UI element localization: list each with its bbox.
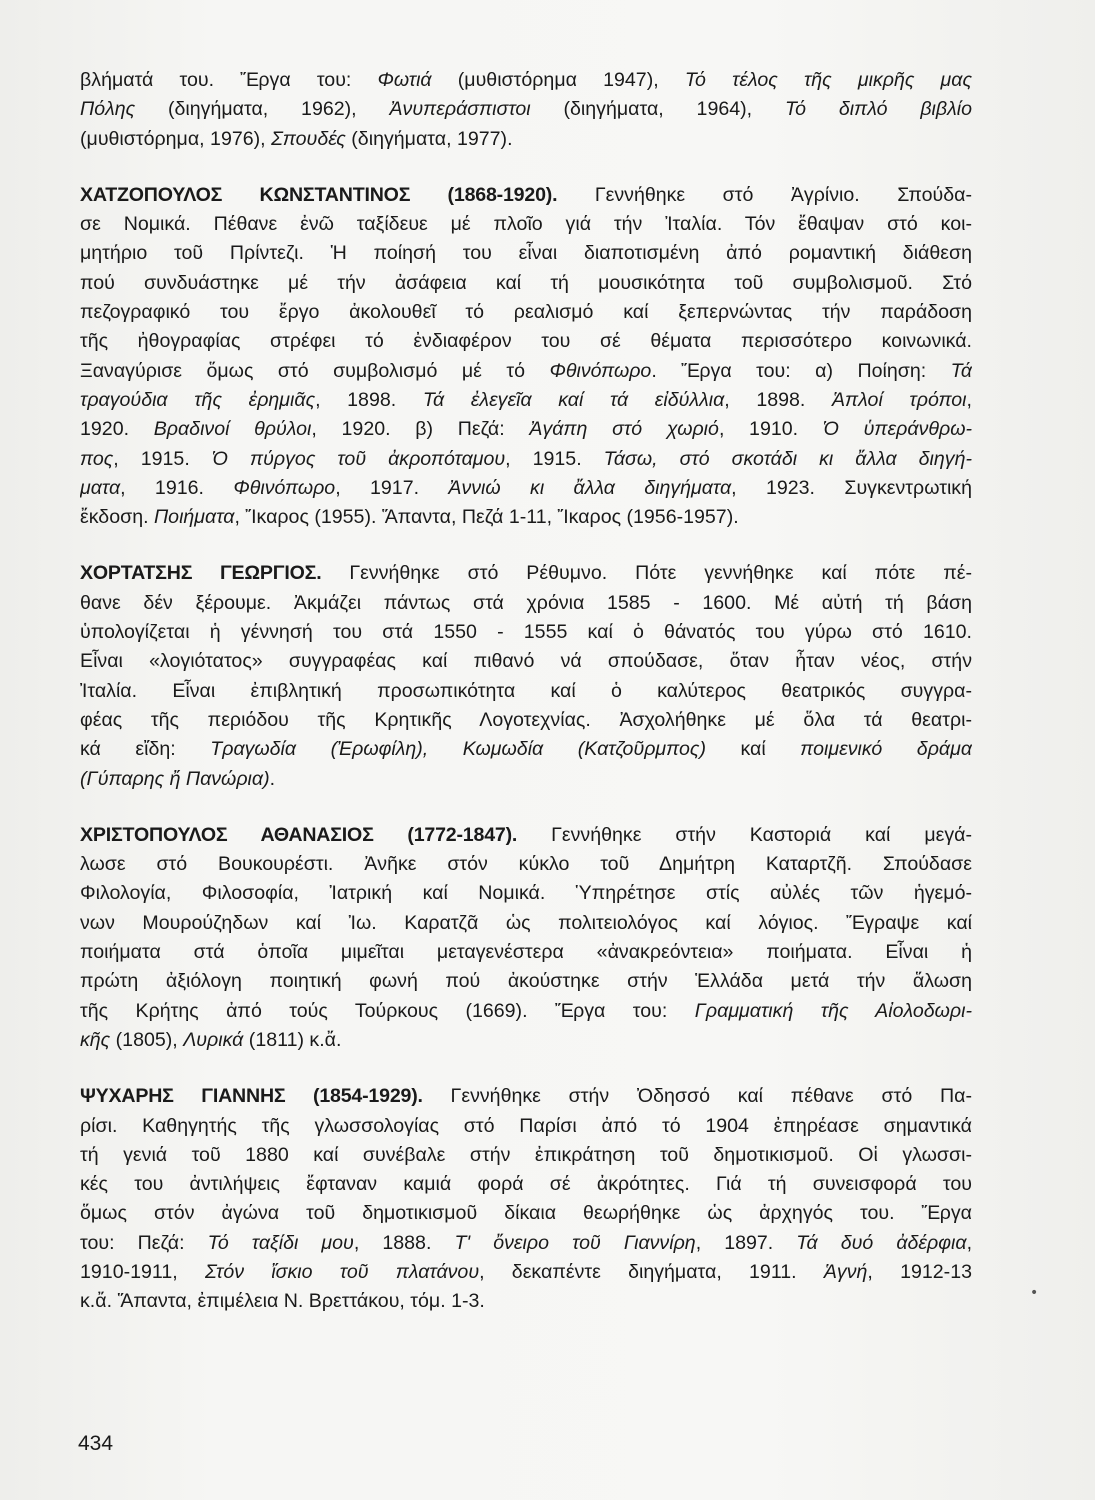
italic-title: Ποιήματα (153, 506, 235, 529)
text-line (80, 706, 972, 735)
italic-title: Τό διπλό βιβλίο (784, 98, 972, 121)
text-line (80, 1258, 972, 1287)
text-run: ρίσι. Καθηγητής τῆς γλωσσολογίας στό Παρίσι ἀπό τό 1904 ἐπηρέασε σημαντικά (80, 1114, 972, 1137)
text-line (80, 66, 972, 95)
italic-title: Τό τέλος τῆς μικρῆς μας (684, 69, 972, 91)
text-run: καί (705, 738, 801, 761)
text-run: Φιλολογία, Φιλοσοφία, Ἰατρική καί Νομικά. Ὑπηρέτησε στίς αὐλές τῶν ἡγεμό- (80, 882, 972, 905)
text-line (80, 357, 972, 386)
text-line (80, 559, 972, 588)
entry-name: ΨΥΧΑΡΗΣ ΓΙΑΝΝΗΣ (1854-1929). (80, 1085, 423, 1108)
text-run: κά εἴδη: (80, 738, 211, 761)
text-run: Γεννήθηκε στό Ρέθυμνο. Πότε γεννήθηκε καί πότε πέ- (321, 562, 972, 585)
text-run: ποιήματα στά ὁποῖα μιμεῖται μεταγενέστερα «ἀνακρεόντεια» ποιήματα. Εἶναι ἡ (80, 941, 972, 964)
text-run: ὑπολογίζεται ἡ γέννησή του στά 1550 - 1555 καί ὁ θάνατός του γύρω στό 1610. (80, 621, 972, 644)
text-line (80, 909, 972, 938)
italic-title: ποιμενικό δράμα (800, 738, 972, 761)
text-line (80, 1082, 972, 1111)
text-line (80, 95, 972, 124)
text-run: (μυθιστόρημα, 1976), (80, 127, 272, 150)
text-run: , 1915. (505, 447, 604, 470)
italic-title: Γραμματική τῆς Αἰολοδωρι- (694, 999, 972, 1022)
text-line (80, 765, 972, 794)
text-run: πεζογραφικό του ἔργο ἀκολουθεῖ τό ρεαλισμό καί ξεπερνώντας τήν παράδοση (80, 301, 972, 324)
text-run: κές του ἀντιλήψεις ἔφταναν καμιά φορά σέ ἀκρότητες. Γιά τή συνεισφορά του (80, 1173, 972, 1196)
text-run: Εἶναι «λογιότατος» συγγραφέας καί πιθανό νά σπούδασε, ὅταν ἦταν νέος, στήν (80, 650, 972, 673)
italic-title: Τά δυό ἀδέρφια (796, 1231, 967, 1254)
text-line (80, 445, 972, 474)
text-line (80, 503, 972, 532)
biography-entry (80, 821, 972, 1055)
entry-spacer (80, 794, 972, 821)
text-run: Ξαναγύρισε ὅμως στό συμβολισμό μέ τό (80, 359, 550, 382)
text-run: Γεννήθηκε στήν Καστοριά καί μεγά- (517, 823, 972, 846)
text-run: τῆς ἠθογραφίας στρέφει τό ἐνδιαφέρον του σέ θέματα περισσότερο κοινωνικά. (80, 330, 972, 353)
text-line (80, 821, 972, 850)
text-run: (διηγήματα, 1962), (135, 98, 390, 121)
entry-name: ΧΟΡΤΑΤΣΗΣ ΓΕΩΡΓΙΟΣ. (80, 562, 322, 585)
page-number: 434 (78, 1432, 114, 1455)
italic-title: Πόλης (80, 98, 136, 121)
text-line (80, 677, 972, 706)
biography-entry (80, 1082, 972, 1316)
text-run: φέας τῆς περιόδου τῆς Κρητικῆς Λογοτεχνίας. Ἀσχολήθηκε μέ ὅλα τά θεατρι- (80, 708, 972, 731)
italic-title: (Γύπαρης ἤ Πανώρια) (80, 767, 270, 790)
text-run: , δεκαπέντε διηγήματα, 1911. (479, 1260, 824, 1283)
text-line (80, 298, 972, 327)
italic-title: Ὁ ὑπεράνθρω- (822, 418, 972, 441)
italic-title: Τραγωδία (Ἐρωφίλη), Κωμωδία (Κατζοῦρμπος) (210, 738, 706, 761)
text-run: , 1910. (718, 418, 823, 441)
biography-entry (80, 181, 972, 533)
text-run: , Ἴκαρος (1955). Ἅπαντα, Πεζά 1-11, Ἴκαρος (1956-1957). (234, 506, 739, 529)
text-run: τῆς Κρήτης ἀπό τούς Τούρκους (1669). Ἔργα του: (80, 999, 695, 1022)
entry-spacer (80, 1055, 972, 1082)
text-run: λωσε στό Βουκουρέστι. Ἀνῆκε στόν κύκλο τοῦ Δημήτρη Καταρτζῆ. Σπούδασε (80, 853, 972, 876)
text-line (80, 1026, 972, 1055)
italic-title: Ὁ πύργος τοῦ ἀκροπόταμου (211, 447, 506, 470)
text-run: , 1898. (315, 388, 423, 411)
text-run: (διηγήματα, 1977). (345, 127, 513, 150)
text-run: , 1923. Συγκεντρωτική (731, 476, 972, 499)
italic-title: Ἁπλοί τρόποι (831, 388, 967, 411)
text-run: σε Νομικά. Πέθανε ἐνῶ ταξίδευε μέ πλοῖο γιά τήν Ἰταλία. Τόν ἔθαψαν στό κοι- (80, 213, 972, 236)
italic-title: Φθινόπωρο (549, 359, 652, 382)
entry-spacer (80, 532, 972, 559)
text-run: , 1898. (724, 388, 832, 411)
text-run: Γεννήθηκε στήν Ὀδησσό καί πέθανε στό Πα- (422, 1085, 972, 1108)
text-line (80, 850, 972, 879)
text-run: , (966, 388, 972, 411)
text-line (80, 967, 972, 996)
text-run: , 1917. (335, 476, 449, 499)
text-line (80, 1112, 972, 1141)
italic-title: ματα (80, 476, 121, 499)
text-line (80, 647, 972, 676)
text-line (80, 618, 972, 647)
text-run: (διηγήματα, 1964), (530, 98, 785, 121)
italic-title: Βραδινοί θρύλοι (153, 418, 312, 441)
italic-title: Ἀνυπεράσπιστοι (389, 98, 531, 121)
text-line (80, 589, 972, 618)
margin-mark: • (1030, 1285, 1039, 1301)
text-line (80, 1199, 972, 1228)
text-line (80, 239, 972, 268)
italic-title: Σπουδές (271, 127, 346, 150)
text-run: (1805), (110, 1028, 184, 1051)
text-line (80, 386, 972, 415)
text-run: (μυθιστόρημα 1947), (431, 69, 685, 91)
text-line (80, 181, 972, 210)
text-line (80, 735, 972, 764)
text-run: , (966, 1231, 972, 1254)
text-run: πού συνδυάστηκε μέ τήν ἀσάφεια καί τή μουσικότητα τοῦ συμβολισμοῦ. Στό (80, 271, 972, 294)
text-run: Ἰταλία. Εἶναι ἐπιβλητική προσωπικότητα καί ὁ καλύτερος θεατρικός συγγρα- (80, 679, 972, 702)
italic-title: Τά ἐλεγεῖα καί τά εἰδύλλια (422, 388, 725, 411)
text-line (80, 938, 972, 967)
text-line (80, 327, 972, 356)
italic-title: Τό ταξίδι μου (207, 1231, 354, 1254)
text-run: 1920. (80, 418, 154, 441)
text-run: , 1888. (353, 1231, 455, 1254)
entry-name: ΧΡΙΣΤΟΠΟΥΛΟΣ ΑΘΑΝΑΣΙΟΣ (1772-1847). (80, 823, 518, 846)
entry-name: ΧΑΤΖΟΠΟΥΛΟΣ ΚΩΝΣΤΑΝΤΙΝΟΣ (1868-1920). (80, 183, 558, 206)
italic-title: Φθινόπωρο (233, 476, 336, 499)
italic-title: Φωτιά (377, 69, 432, 91)
text-run: θανε δέν ξέρουμε. Ἀκμάζει πάντως στά χρόνια 1585 - 1600. Μέ αὐτή τή βάση (80, 591, 972, 614)
italic-title: Στόν ἴσκιο τοῦ πλατάνου (204, 1260, 480, 1283)
text-run: μητήριο τοῦ Πρίντεζι. Ἡ ποίησή του εἶναι διαποτισμένη ἀπό ρομαντική διάθεση (80, 242, 972, 265)
intro-paragraph (80, 66, 972, 154)
text-line (80, 1287, 972, 1316)
text-run: . Ἔργα του: α) Ποίηση: (651, 359, 951, 382)
text-run: (1811) κ.ἄ. (243, 1028, 342, 1051)
text-line (80, 1170, 972, 1199)
italic-title: Ἁγνή (823, 1260, 868, 1283)
text-line (80, 269, 972, 298)
text-run: κ.ἄ. Ἅπαντα, ἐπιμέλεια Ν. Βρεττάκου, τόμ. 1-3. (80, 1290, 485, 1313)
text-line (80, 879, 972, 908)
text-run: τή γενιά τοῦ 1880 καί συνέβαλε στήν ἐπικράτηση τοῦ δημοτικισμοῦ. Οἱ γλωσσι- (80, 1143, 972, 1166)
italic-title: Ἀννιώ κι ἄλλα διηγήματα (448, 476, 732, 499)
text-run: , 1912-13 (867, 1260, 972, 1283)
text-run: 1910-1911, (80, 1260, 205, 1283)
text-run: , 1897. (695, 1231, 797, 1254)
text-run: πρώτη ἀξιόλογη ποιητική φωνή πού ἀκούστηκε στήν Ἑλλάδα μετά τήν ἅλωση (80, 970, 972, 993)
text-run: νων Μουρούζηδων καί Ἰω. Καρατζᾶ ὡς πολιτειολόγος καί λόγιος. Ἔγραψε καί (80, 911, 972, 934)
italic-title: κῆς (80, 1028, 111, 1051)
text-run: , 1920. β) Πεζά: (311, 418, 530, 441)
italic-title: Τ' ὄνειρο τοῦ Γιαννίρη (454, 1231, 696, 1254)
text-line (80, 125, 972, 154)
text-run: Γεννήθηκε στό Ἀγρίνιο. Σπούδα- (557, 183, 972, 206)
text-run: , 1916. (120, 476, 234, 499)
italic-title: Ἀγάπη στό χωριό (529, 418, 719, 441)
text-line (80, 1141, 972, 1170)
text-run: ὅμως στόν ἀγώνα τοῦ δημοτικισμοῦ δίκαια θεωρήθηκε ὡς ἀρχηγός του. Ἔργα (80, 1202, 972, 1225)
text-run: . (269, 767, 276, 790)
page-body-text (80, 66, 972, 1317)
text-line (80, 474, 972, 503)
biography-entry (80, 559, 972, 793)
text-line (80, 210, 972, 239)
italic-title: τραγούδια τῆς ἐρημιᾶς (80, 388, 316, 411)
text-run: βλήματά του. Ἔργα του: (80, 69, 378, 91)
italic-title: Λυρικά (183, 1028, 244, 1051)
text-run: του: Πεζά: (80, 1231, 208, 1254)
text-line (80, 1229, 972, 1258)
text-line (80, 415, 972, 444)
text-run: ἔκδοση. (80, 506, 154, 529)
text-run: , 1915. (113, 447, 212, 470)
text-line (80, 997, 972, 1026)
italic-title: Τάσω, στό σκοτάδι κι ἄλλα διηγή- (603, 447, 972, 470)
italic-title: Τά (950, 359, 972, 382)
entry-spacer (80, 154, 972, 181)
italic-title: πος (80, 447, 114, 470)
